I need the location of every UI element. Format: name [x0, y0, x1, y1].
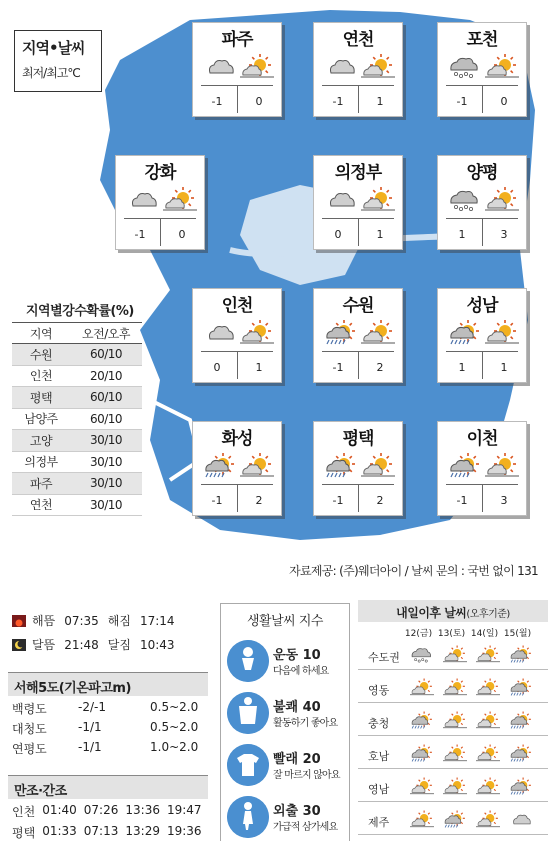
forecast-days: [402, 626, 542, 639]
tide-time: 07:26: [83, 803, 119, 817]
sun-cloud-icon: [410, 775, 434, 797]
forecast-region: 영동: [368, 684, 390, 697]
city-card: [437, 288, 527, 383]
legend-title: 지역•날씨: [22, 39, 85, 57]
cloudy-icon: [324, 53, 358, 79]
rain-region: 파주: [29, 476, 53, 491]
rain-icon: [509, 643, 533, 665]
rain-table-title: 지역별강수확률(%): [26, 304, 134, 319]
rain-table-row: [12, 387, 142, 409]
temp-max: 2: [376, 494, 384, 507]
rain-icon: [324, 319, 358, 345]
city-name: 화성: [221, 429, 253, 449]
forecast-region: 충청: [368, 717, 390, 730]
temp-separator: [358, 218, 359, 246]
sun-cloud-icon: [476, 775, 500, 797]
life-index-item: [227, 692, 347, 740]
temp-separator: [358, 85, 359, 113]
sun-cloud-icon: [361, 452, 395, 478]
life-index-desc: 활동하기 좋아요: [273, 718, 338, 729]
wave-height: 1.0~2.0: [150, 740, 199, 754]
sun-cloud-icon: [443, 643, 467, 665]
temp-separator: [358, 351, 359, 379]
island-temp: -2/-1: [78, 700, 106, 714]
temp-min: 0: [213, 361, 221, 374]
temp-min: -1: [332, 494, 344, 507]
sun-cloud-icon: [240, 452, 274, 478]
temp-min: -1: [332, 95, 344, 108]
rain-prob: 60/10: [89, 411, 123, 426]
rain-prob: 20/10: [89, 368, 123, 383]
forecast-title: [358, 600, 548, 622]
city-card: [313, 155, 403, 250]
snow-icon: [410, 643, 434, 665]
island-temp: -1/1: [78, 720, 102, 734]
temp-min: -1: [134, 228, 146, 241]
forecast-title-text: 내일이후 날씨: [396, 606, 467, 620]
city-name: 평택: [342, 429, 374, 449]
moonset-time: 10:43: [139, 637, 175, 652]
cloudy-icon: [324, 186, 358, 212]
temp-min: 1: [458, 361, 466, 374]
tide-row: [12, 824, 209, 841]
sun-times: [12, 612, 184, 629]
sun-cloud-icon: [361, 186, 395, 212]
sunrise-time: 07:35: [64, 613, 99, 628]
city-card: [313, 288, 403, 383]
life-index-name: 운동 10: [273, 648, 321, 663]
rain-icon: [509, 742, 533, 764]
tide-location: 평택: [12, 826, 36, 840]
life-index-item: [227, 640, 347, 688]
temp-min: -1: [211, 494, 223, 507]
discomfort-icon: [227, 692, 269, 734]
city-name: 수원: [342, 296, 374, 316]
temp-max: 3: [500, 228, 508, 241]
sunrise-icon: [12, 615, 26, 627]
outing-icon: [227, 796, 269, 838]
tide-time: 13:29: [125, 824, 160, 838]
life-index-name: 빨래 20: [273, 752, 321, 767]
tide-time: 07:13: [83, 824, 119, 838]
temp-max: 3: [500, 494, 508, 507]
temp-max: 1: [255, 361, 263, 374]
city-name: 의정부: [334, 163, 382, 183]
forecast-region: 제주: [368, 816, 390, 829]
cloudy-icon: [203, 53, 237, 79]
forecast-day: 13(토): [437, 629, 466, 639]
temp-max: 1: [376, 228, 384, 241]
life-index-desc: 다음에 하세요: [273, 666, 329, 677]
moon-icon: [12, 639, 26, 651]
rain-table-row: [12, 409, 142, 431]
rain-region: 인천: [29, 369, 53, 384]
city-name: 인천: [221, 296, 253, 316]
rain-region: 고양: [29, 433, 53, 448]
rain-icon: [448, 319, 482, 345]
rain-region: 남양주: [24, 412, 58, 427]
rain-table-row: [12, 473, 142, 495]
forecast-row: [358, 640, 548, 670]
temp-min: -1: [456, 95, 468, 108]
temp-separator: [358, 484, 359, 512]
forecast-region: 호남: [368, 750, 390, 763]
temp-max: 0: [255, 95, 263, 108]
rain-prob: 30/10: [89, 454, 123, 469]
temp-separator: [237, 484, 238, 512]
city-card: [437, 155, 527, 250]
tide-location: 인천: [12, 805, 36, 819]
life-index-item: [227, 796, 347, 841]
sun-cloud-icon: [361, 319, 395, 345]
temp-max: 0: [178, 228, 186, 241]
sun-cloud-icon: [485, 186, 519, 212]
sun-cloud-icon: [443, 709, 467, 731]
rain-icon: [410, 742, 434, 764]
rain-header-prob: 오전/오후: [82, 326, 130, 341]
wave-height: 0.5~2.0: [150, 720, 199, 734]
city-name: 포천: [466, 30, 498, 50]
rain-table-row: [12, 344, 142, 366]
rain-region: 평택: [29, 390, 53, 405]
sun-cloud-icon: [485, 452, 519, 478]
sun-cloud-icon: [163, 186, 197, 212]
laundry-icon: [227, 744, 269, 786]
rain-icon: [410, 709, 434, 731]
rain-table-row: [12, 495, 142, 517]
forecast-row: [358, 772, 548, 802]
forecast-day: 14(일): [470, 629, 499, 639]
island-name: 대청도: [12, 722, 47, 736]
life-index-panel: [220, 603, 350, 841]
life-index-title: 생활날씨 지수: [247, 614, 323, 629]
city-card: [313, 421, 403, 516]
sun-cloud-icon: [361, 53, 395, 79]
temp-max: 0: [500, 95, 508, 108]
moonrise-label: 달뜸: [32, 638, 56, 652]
rain-table-row: [12, 366, 142, 388]
life-index-desc: 가급적 삼가세요: [273, 822, 338, 833]
forecast-region: 영남: [368, 783, 390, 796]
rain-prob: 30/10: [89, 433, 123, 448]
temp-separator: [237, 351, 238, 379]
temp-separator: [482, 85, 483, 113]
forecast-row: [358, 706, 548, 736]
temp-separator: [160, 218, 161, 246]
temp-separator: [482, 351, 483, 379]
sun-cloud-icon: [476, 742, 500, 764]
sun-cloud-icon: [476, 709, 500, 731]
cloudy-icon: [203, 319, 237, 345]
life-index-item: [227, 744, 347, 792]
life-index-name: 불쾌 40: [273, 700, 321, 715]
forecast-panel: [358, 600, 548, 841]
temp-min: 1: [458, 228, 466, 241]
temp-max: 1: [500, 361, 508, 374]
sunrise-label: 해뜸: [32, 614, 56, 628]
moon-times: [12, 636, 184, 653]
rain-icon: [509, 775, 533, 797]
rain-icon: [448, 452, 482, 478]
city-name: 성남: [466, 296, 498, 316]
wave-row: [12, 700, 198, 717]
wave-row: [12, 720, 198, 737]
city-card: [437, 22, 527, 117]
moonset-label: 달짐: [107, 638, 131, 652]
temp-separator: [482, 218, 483, 246]
tide-row: [12, 803, 209, 820]
island-name: 연평도: [12, 742, 47, 756]
rain-region: 수원: [29, 347, 53, 362]
tide-time: 01:40: [42, 803, 77, 817]
rain-table-row: [12, 452, 142, 474]
sun-cloud-icon: [443, 742, 467, 764]
rain-region: 연천: [29, 498, 53, 513]
temp-min: -1: [211, 95, 223, 108]
map-legend: [14, 30, 102, 92]
temp-separator: [237, 85, 238, 113]
temp-min: -1: [332, 361, 344, 374]
moonrise-time: 21:48: [64, 637, 99, 652]
rain-probability-table: [12, 300, 142, 516]
city-card: [313, 22, 403, 117]
tide-time: 19:47: [166, 803, 202, 817]
island-temp: -1/1: [78, 740, 102, 754]
exercise-icon: [227, 640, 269, 682]
tide-time: 13:36: [125, 803, 160, 817]
sun-cloud-icon: [240, 319, 274, 345]
sun-cloud-icon: [410, 676, 434, 698]
city-card: [115, 155, 205, 250]
rain-icon: [509, 676, 533, 698]
temp-max: 1: [376, 95, 384, 108]
rain-icon: [324, 452, 358, 478]
sun-cloud-icon: [476, 808, 500, 830]
city-name: 이천: [466, 429, 498, 449]
rain-prob: 60/10: [89, 347, 123, 362]
sun-cloud-icon: [485, 319, 519, 345]
forecast-row: [358, 739, 548, 769]
sun-cloud-icon: [476, 643, 500, 665]
forecast-region: 수도권: [368, 651, 400, 664]
tide-time: 19:36: [166, 824, 202, 838]
rain-icon: [443, 808, 467, 830]
sunset-label: 해짐: [107, 614, 131, 628]
rain-header-region: 지역: [29, 326, 53, 341]
sun-cloud-icon: [476, 676, 500, 698]
temp-separator: [482, 484, 483, 512]
rain-icon: [509, 709, 533, 731]
city-name: 양평: [466, 163, 498, 183]
rain-prob: 30/10: [89, 476, 123, 491]
temp-max: 2: [255, 494, 263, 507]
temp-min: -1: [456, 494, 468, 507]
tides-title: 만조·간조: [8, 775, 208, 799]
sun-cloud-icon: [240, 53, 274, 79]
forecast-note: (오후기준): [466, 609, 510, 620]
forecast-day: 15(월): [503, 629, 532, 639]
temp-min: 0: [334, 228, 342, 241]
sun-cloud-icon: [443, 775, 467, 797]
forecast-row: [358, 673, 548, 703]
city-card: [192, 22, 282, 117]
forecast-day: 12(금): [404, 629, 433, 639]
rain-prob: 60/10: [89, 390, 123, 405]
sun-cloud-icon: [485, 53, 519, 79]
data-source: 자료제공: (주)웨더아이 / 날씨 문의 : 국번 없이 131: [289, 564, 538, 578]
cloudy-icon: [509, 808, 533, 830]
rain-prob: 30/10: [89, 497, 123, 512]
city-card: [437, 421, 527, 516]
city-card: [192, 421, 282, 516]
city-name: 파주: [221, 30, 253, 50]
rain-icon: [203, 452, 237, 478]
temp-max: 2: [376, 361, 384, 374]
city-name: 연천: [342, 30, 374, 50]
life-index-name: 외출 30: [273, 804, 321, 819]
rain-table-row: [12, 430, 142, 452]
tide-time: 01:33: [42, 824, 77, 838]
city-name: 강화: [144, 163, 176, 183]
wave-row: [12, 740, 198, 757]
rain-region: 의정부: [24, 455, 58, 470]
snow-icon: [448, 53, 482, 79]
wave-height: 0.5~2.0: [150, 700, 199, 714]
waves-title: 서해5도(기온파고m): [8, 672, 208, 696]
city-card: [192, 288, 282, 383]
snow-icon: [448, 186, 482, 212]
forecast-row: [358, 805, 548, 835]
sun-cloud-icon: [410, 808, 434, 830]
cloudy-icon: [126, 186, 160, 212]
life-index-desc: 잘 마르지 않아요: [273, 770, 340, 781]
rain-table-header: [12, 322, 142, 344]
sun-cloud-icon: [443, 676, 467, 698]
legend-unit: 최저/최고℃: [22, 66, 80, 80]
island-name: 백령도: [12, 702, 47, 716]
sunset-time: 17:14: [139, 613, 175, 628]
